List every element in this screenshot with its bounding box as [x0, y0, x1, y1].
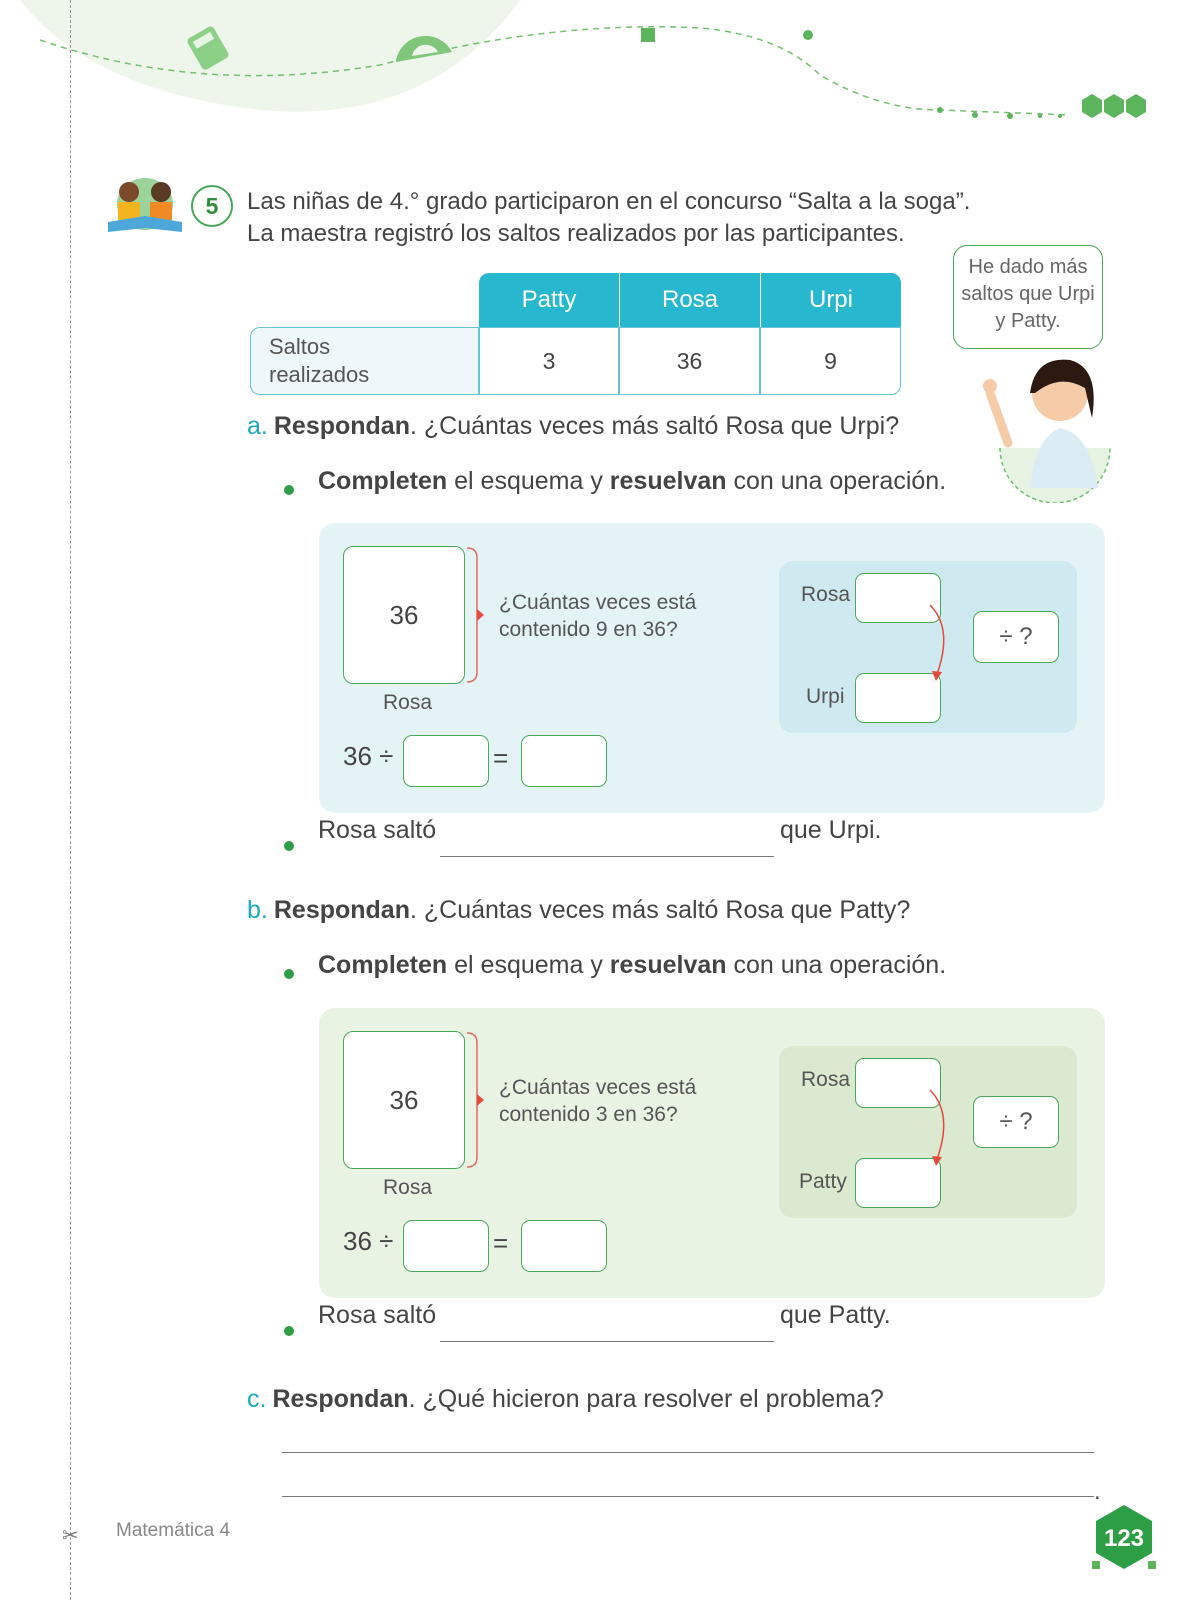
instruction-a [318, 467, 946, 496]
answer-blank-a[interactable] [440, 856, 774, 857]
question-verb: Respondan [273, 412, 410, 440]
scissors-icon: ✂ [62, 1525, 79, 1547]
equation-start: 36 ÷ [343, 741, 394, 771]
cubes-icon [1082, 94, 1146, 118]
question-text: . ¿Cuántas veces más saltó Rosa que Patty? [409, 896, 911, 924]
instruction-text: con una operación. [726, 951, 947, 979]
instruction-bold: resuelvan [609, 951, 727, 979]
bullet [284, 1326, 294, 1336]
cut-line [70, 0, 71, 1600]
answer-end-a: que Urpi. [780, 816, 882, 844]
table-cell: 36 [619, 327, 760, 395]
table-cell: 3 [479, 327, 619, 395]
answer-start-a: Rosa saltó [318, 816, 437, 844]
question-verb: Respondan [272, 1385, 409, 1413]
question-c [247, 1385, 884, 1414]
book-title: Matemática 4 [116, 1520, 231, 1541]
bullet [284, 485, 294, 495]
equals-sign: = [493, 1228, 509, 1258]
question-letter: b. [247, 896, 268, 924]
instruction-bold: Completen [318, 951, 448, 979]
header-decoration [0, 0, 1193, 140]
prompt-text [499, 1074, 696, 1128]
scheme-top-label: Rosa [801, 583, 851, 606]
prompt-line: ¿Cuántas veces está [499, 1076, 697, 1099]
scheme-panel-b [319, 1008, 1105, 1298]
prompt-line: ¿Cuántas veces está [499, 591, 697, 614]
divisor-input-box[interactable] [403, 1220, 489, 1272]
question-a [247, 412, 899, 441]
answer-line-c1[interactable] [282, 1452, 1094, 1453]
box-label: Rosa [383, 1176, 433, 1199]
table-corner [250, 273, 479, 327]
instruction-text: con una operación. [726, 467, 947, 495]
scheme-bottom-label: Urpi [806, 685, 845, 708]
division-label-box: ÷ ? [973, 1096, 1059, 1148]
table-header: Patty [479, 273, 619, 327]
page-number: 123 [1103, 1525, 1145, 1552]
exercise-number: 5 [191, 185, 233, 227]
kids-reading-icon [104, 172, 186, 238]
table-header: Rosa [619, 273, 760, 327]
equals-sign: = [493, 743, 509, 773]
question-verb: Respondan [273, 896, 410, 924]
question-text: . ¿Qué hicieron para resolver el problema? [408, 1385, 884, 1413]
instruction-text: el esquema y [447, 951, 610, 979]
rosa-quantity-box: 36 [343, 1031, 465, 1169]
table-header: Urpi [760, 273, 901, 327]
instruction-b [318, 951, 946, 980]
answer-start-b: Rosa saltó [318, 1301, 437, 1329]
equation-start: 36 ÷ [343, 1226, 394, 1256]
scheme-top-label: Rosa [801, 1068, 851, 1091]
intro-text [247, 186, 970, 250]
prompt-text [499, 589, 696, 643]
bubble-line: saltos que Urpi [961, 283, 1095, 305]
intro-line-1: Las niñas de 4.° grado participaron en el concurso “Salta a la soga”. [247, 188, 971, 215]
result-input-box[interactable] [521, 735, 607, 787]
curved-arrow-icon [924, 1084, 964, 1174]
speech-bubble [953, 245, 1103, 349]
rosa-quantity-box: 36 [343, 546, 465, 684]
question-letter: c. [247, 1385, 267, 1413]
answer-end-b: que Patty. [780, 1301, 891, 1329]
divisor-input-box[interactable] [403, 735, 489, 787]
bubble-line: y Patty. [995, 310, 1061, 332]
question-letter: a. [247, 412, 268, 440]
division-label-box: ÷ ? [973, 611, 1059, 663]
box-label: Rosa [383, 691, 433, 714]
end-period: . [1094, 1478, 1101, 1505]
answer-blank-b[interactable] [440, 1341, 774, 1342]
answer-line-c2[interactable] [282, 1496, 1094, 1497]
result-input-box[interactable] [521, 1220, 607, 1272]
page-number-badge [1092, 1503, 1172, 1583]
prompt-line: contenido 3 en 36? [499, 1103, 678, 1126]
dot-icon [803, 30, 813, 40]
jumps-table [250, 273, 901, 395]
curved-arrow-icon [924, 599, 964, 689]
question-b [247, 896, 910, 925]
question-text: . ¿Cuántas veces más saltó Rosa que Urpi? [409, 412, 900, 440]
bullet [284, 969, 294, 979]
scheme-panel-a [319, 523, 1105, 813]
cube-icon [641, 28, 655, 42]
bracket-icon [463, 546, 493, 684]
girl-illustration [980, 348, 1120, 503]
instruction-bold: Completen [318, 467, 448, 495]
bubble-line: He dado más [968, 256, 1088, 278]
table-cell: 9 [760, 327, 901, 395]
instruction-bold: resuelvan [609, 467, 727, 495]
bracket-icon [463, 1031, 493, 1169]
instruction-text: el esquema y [447, 467, 610, 495]
table-row-label [250, 327, 479, 395]
prompt-line: contenido 9 en 36? [499, 618, 678, 641]
row-label-line: Saltos [269, 334, 331, 359]
intro-line-2: La maestra registró los saltos realizados por las participantes. [247, 220, 905, 247]
row-label-line: realizados [269, 362, 370, 387]
scheme-bottom-label: Patty [799, 1170, 847, 1193]
dots-icon [937, 107, 1062, 119]
bullet [284, 841, 294, 851]
